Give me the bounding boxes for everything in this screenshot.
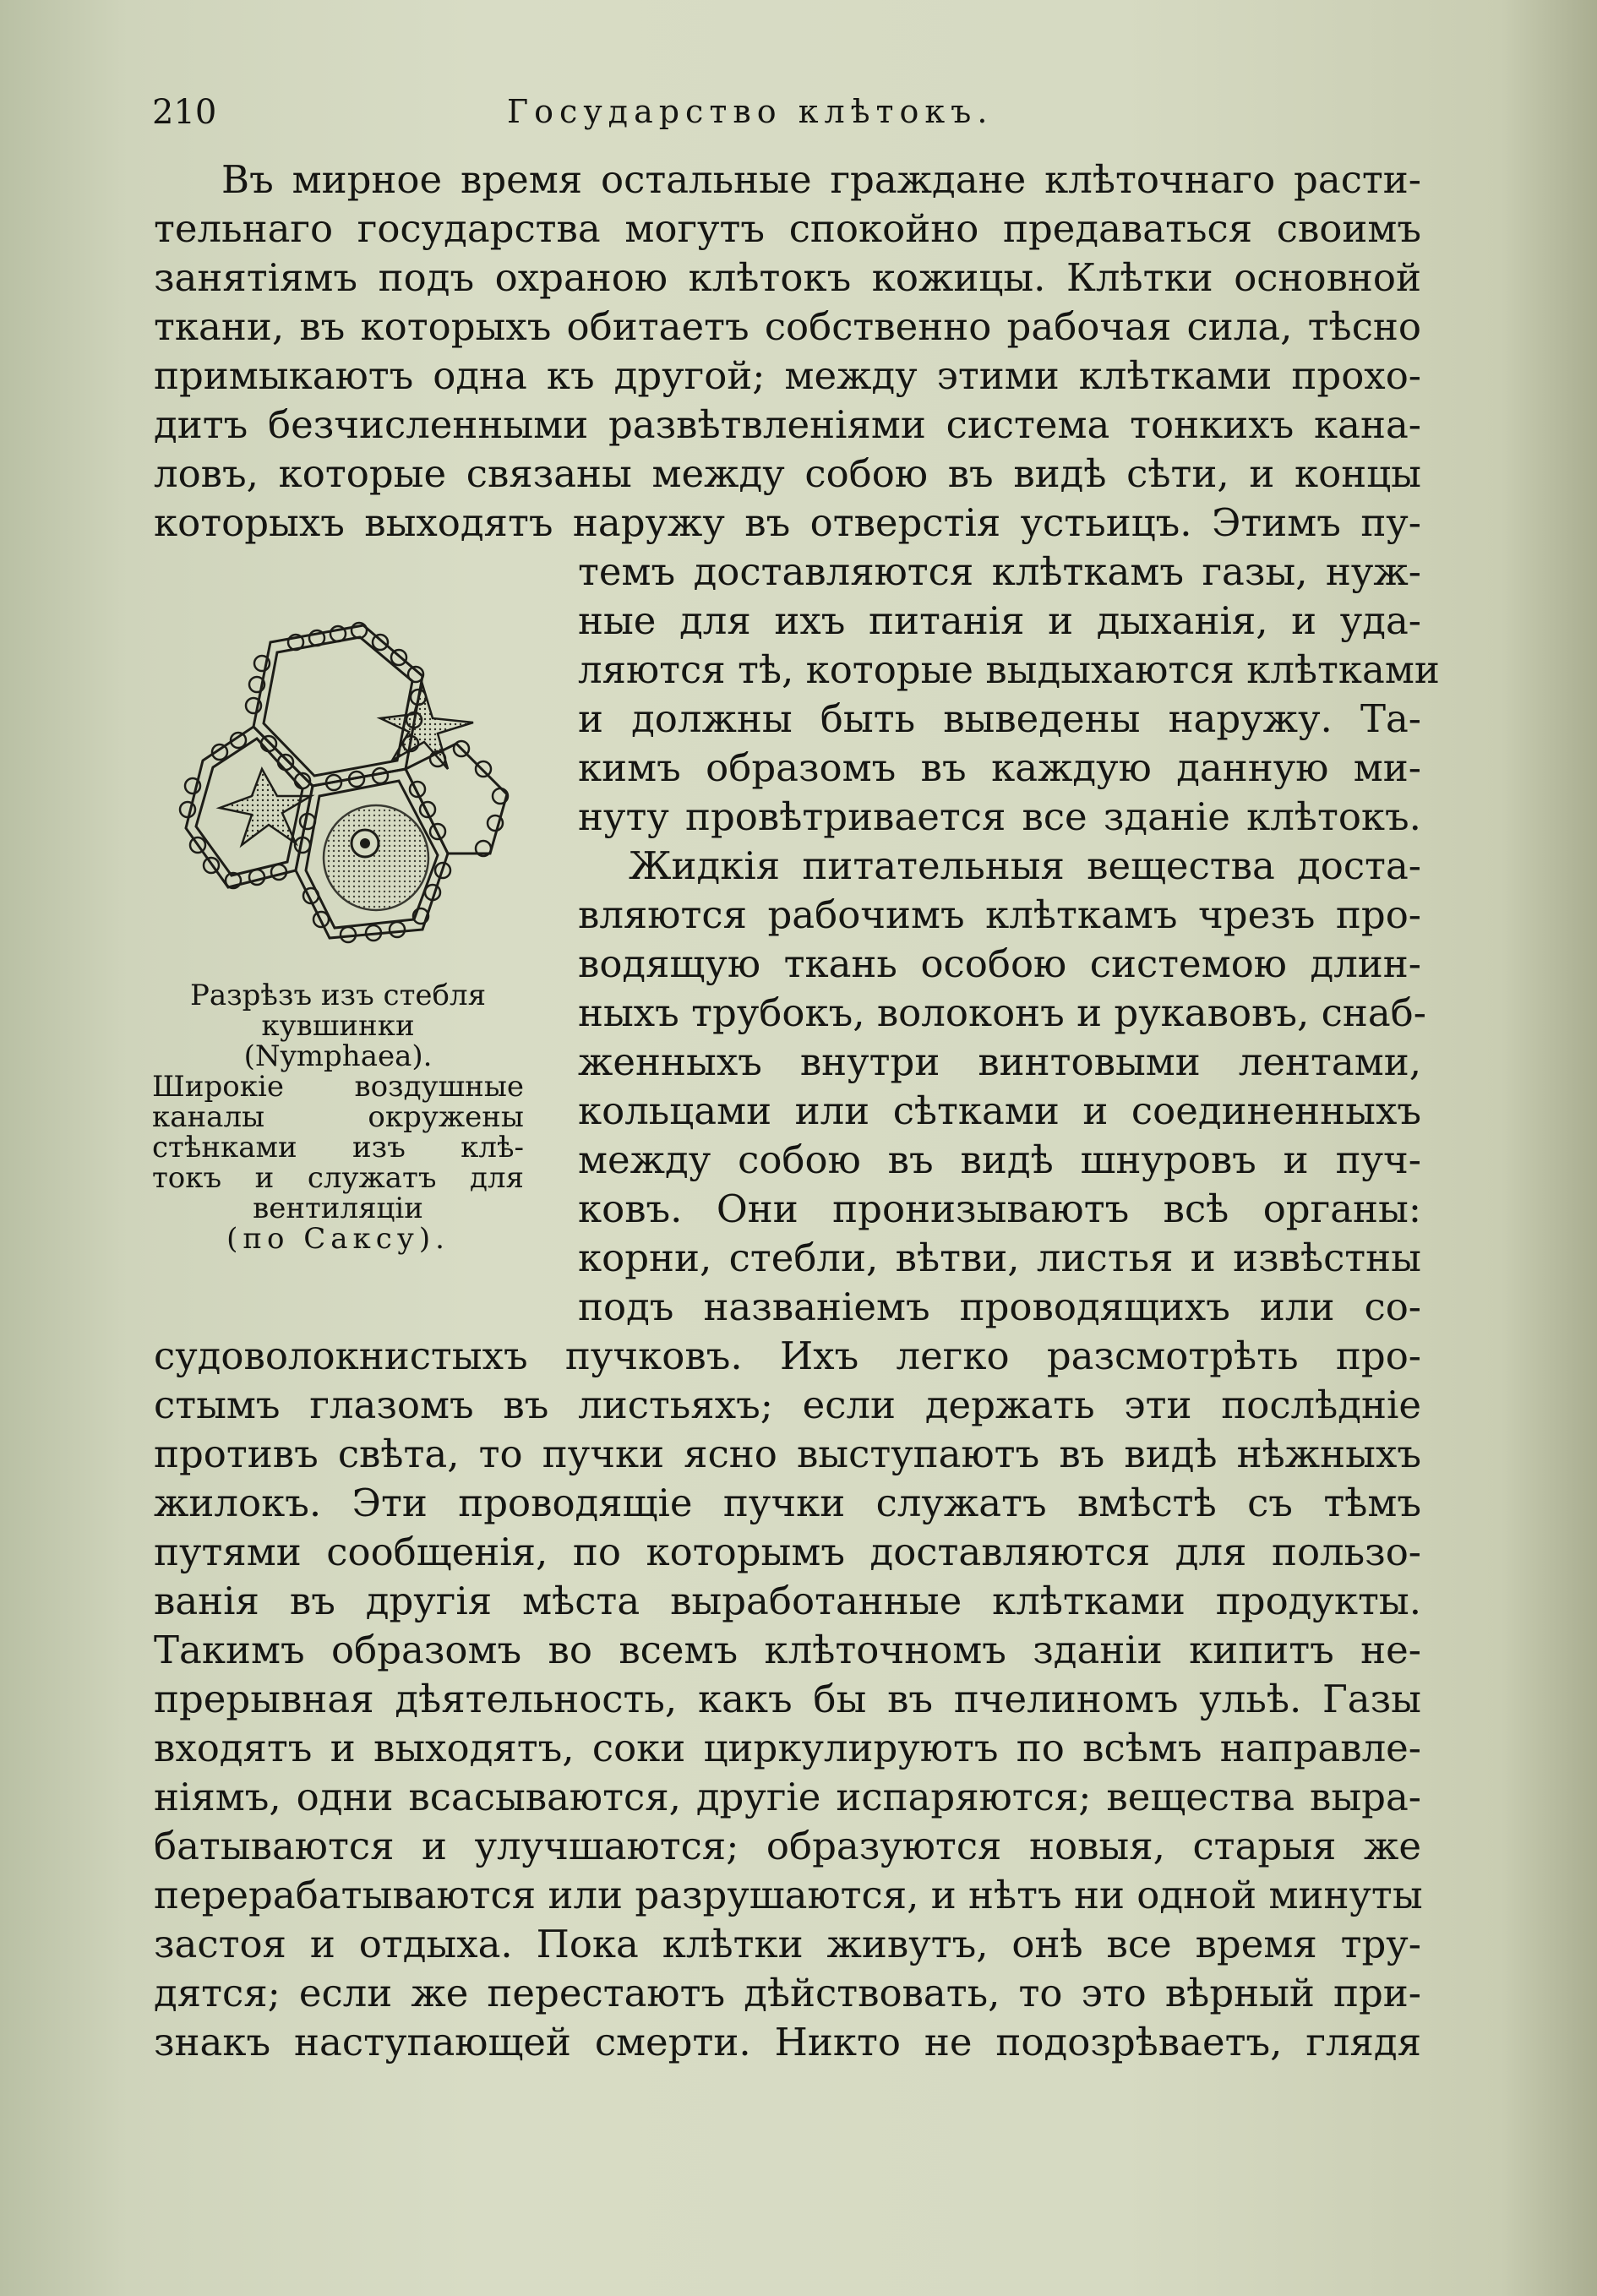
text-line: дятся; если же перестаютъ дѣйствовать, то это вѣрный при- <box>154 1971 1421 2015</box>
text-line: ковъ. Они пронизываютъ всѣ органы: <box>578 1186 1421 1231</box>
text-line: ные для ихъ питанія и дыханія, и уда- <box>578 598 1421 643</box>
text-line: путями сообщенія, по которымъ доставляются для пользо- <box>154 1530 1421 1574</box>
page-header <box>152 93 1453 144</box>
text-line: ткани, въ которыхъ обитаетъ собственно рабочая сила, тѣсно <box>154 304 1421 349</box>
caption-line: (Nymphaea). <box>243 1039 433 1073</box>
text-line: ванія въ другія мѣста выработанные клѣтками продукты. <box>154 1579 1421 1623</box>
text-line: которыхъ выходятъ наружу въ отверстія устьицъ. Этимъ пу- <box>154 500 1421 545</box>
text-line: тельнаго государства могутъ спокойно предаваться своимъ <box>154 206 1421 251</box>
text-line: кимъ образомъ въ каждую данную ми- <box>578 745 1421 790</box>
caption-line: Широкіе воздушные <box>152 1070 524 1104</box>
caption-line: (по Саксу). <box>226 1222 450 1256</box>
running-title: Государство клѣтокъ. <box>507 93 994 130</box>
figure <box>169 575 524 980</box>
text-line: ніямъ, одни всасываются, другіе испаряются; вещества выра- <box>154 1775 1421 1819</box>
text-line: женныхъ внутри винтовыми лентами, <box>578 1039 1421 1084</box>
text-line: ныхъ трубокъ, волоконъ и рукавовъ, снаб- <box>578 990 1426 1035</box>
text-line: входятъ и выходятъ, соки циркулируютъ по всѣмъ направле- <box>154 1726 1421 1770</box>
text-line: подъ названіемъ проводящихъ или со- <box>578 1284 1421 1329</box>
page-number: 210 <box>152 93 217 132</box>
caption-line: каналы окружены <box>152 1100 524 1134</box>
text-line: знакъ наступающей смерти. Никто не подозрѣваетъ, глядя <box>154 2020 1421 2064</box>
text-line: занятіямъ подъ охраною клѣтокъ кожицы. Клѣтки основной <box>154 255 1421 300</box>
text-line: прерывная дѣятельность, какъ бы въ пчелиномъ ульѣ. Газы <box>154 1677 1421 1721</box>
text-line: противъ свѣта, то пучки ясно выступаютъ въ видѣ нѣжныхъ <box>154 1432 1421 1476</box>
text-line: между собою въ видѣ шнуровъ и пуч- <box>578 1137 1421 1182</box>
caption-line: Разрѣзъ изъ стебля <box>189 979 487 1012</box>
text-line: застоя и отдыха. Пока клѣтки живутъ, онѣ все время тру- <box>154 1922 1421 1966</box>
text-line: нуту провѣтривается все зданіе клѣтокъ. <box>578 794 1421 839</box>
caption-line: стѣнками изъ клѣ- <box>152 1131 524 1164</box>
text-line: кольцами или сѣтками и соединенныхъ <box>578 1088 1421 1133</box>
text-line: Въ мирное время остальные граждане клѣточнаго расти- <box>221 157 1421 202</box>
text-line: судоволокнистыхъ пучковъ. Ихъ легко разсмотрѣть про- <box>154 1333 1421 1378</box>
text-line: ляются тѣ, которые выдыхаются клѣтками <box>578 647 1440 692</box>
text-line: корни, стебли, вѣтви, листья и извѣстны <box>578 1235 1421 1280</box>
text-line: дитъ безчисленными развѣтвленіями система тонкихъ кана- <box>154 402 1421 447</box>
text-line: перерабатываются или разрушаются, и нѣтъ ни одной минуты <box>154 1873 1423 1917</box>
text-line: Такимъ образомъ во всемъ клѣточномъ зданіи кипитъ не- <box>154 1628 1421 1672</box>
text-line: и должны быть выведены наружу. Та- <box>578 696 1421 741</box>
text-line: Жидкія питательныя вещества доста- <box>629 843 1421 888</box>
caption-line: кувшинки <box>261 1009 415 1043</box>
text-line: примыкаютъ одна къ другой; между этими клѣтками прохо- <box>154 353 1421 398</box>
text-line: жилокъ. Эти проводящіе пучки служатъ вмѣстѣ съ тѣмъ <box>154 1481 1421 1525</box>
figure-caption <box>152 980 524 1254</box>
text-line: батываются и улучшаются; образуются новыя, старыя же <box>154 1824 1421 1868</box>
caption-line: вентиляціи <box>253 1192 423 1225</box>
text-line: темъ доставляются клѣткамъ газы, нуж- <box>578 549 1421 594</box>
text-line: водящую ткань особою системою длин- <box>578 941 1421 986</box>
caption-line: токъ и служатъ для <box>152 1161 524 1195</box>
text-line: стымъ глазомъ въ листьяхъ; если держать эти послѣдніе <box>154 1383 1421 1427</box>
text-line: вляются рабочимъ клѣткамъ чрезъ про- <box>578 892 1421 937</box>
text-line: ловъ, которые связаны между собою въ видѣ сѣти, и концы <box>154 451 1421 496</box>
plant-cell-cross-section-icon <box>169 575 524 980</box>
